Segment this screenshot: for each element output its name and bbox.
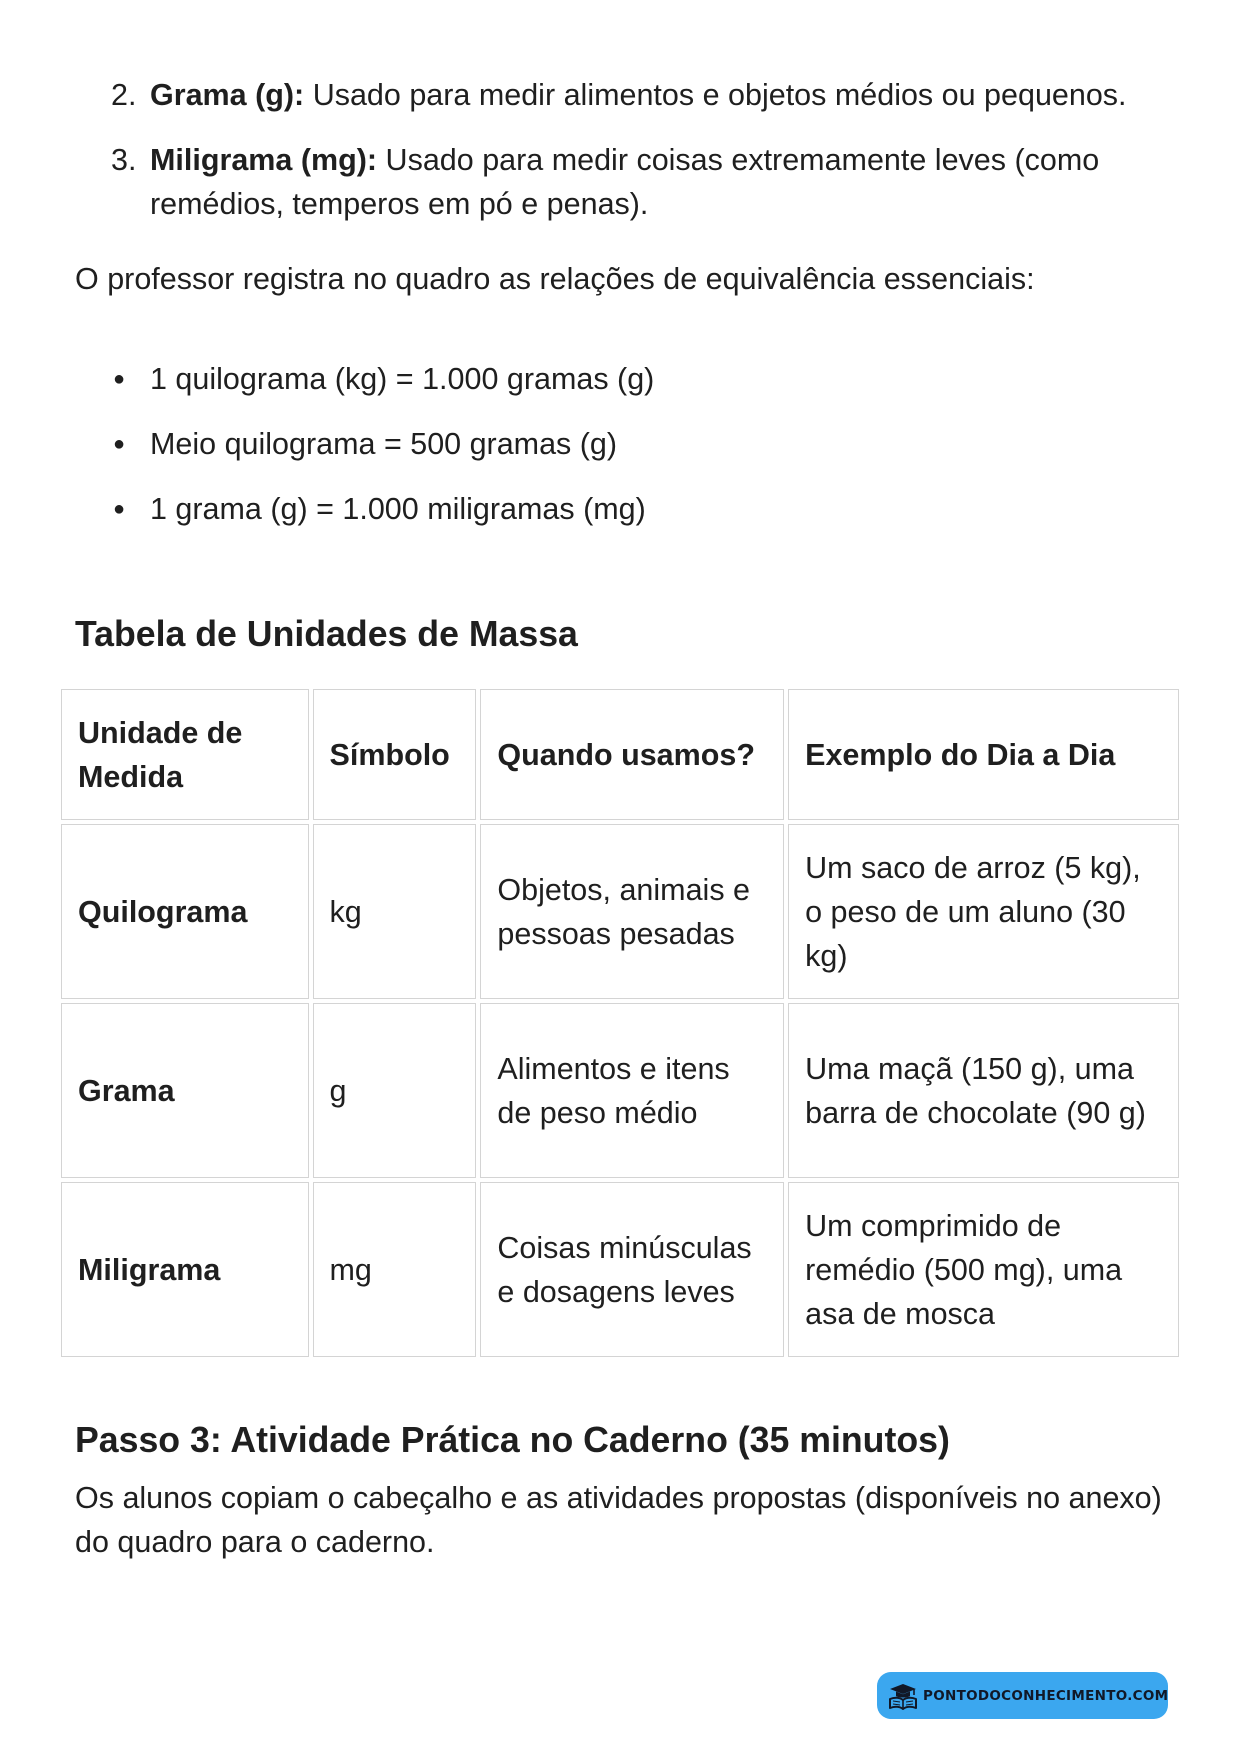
cell-symbol: mg (313, 1182, 477, 1357)
cell-unit: Miligrama (61, 1182, 309, 1357)
list-item (111, 422, 1111, 466)
table-row (61, 1003, 1179, 1178)
list-item (111, 73, 1131, 117)
intro-paragraph: O professor registra no quadro as relações de equivalência essenciais: (75, 262, 1035, 296)
cell-unit: Grama (61, 1003, 309, 1178)
equivalence-text: Meio quilograma = 500 gramas (g) (150, 427, 618, 461)
cell-example: Uma maçã (150 g), uma barra de chocolate (90 g) (788, 1003, 1179, 1178)
table-title: Tabela de Unidades de Massa (75, 614, 578, 654)
equivalence-text: 1 quilograma (kg) = 1.000 gramas (g) (150, 362, 655, 396)
list-item (111, 138, 1131, 226)
site-badge[interactable] (877, 1672, 1168, 1719)
cell-when: Alimentos e itens de peso médio (480, 1003, 784, 1178)
cell-symbol: g (313, 1003, 477, 1178)
bullet-icon: ● (113, 498, 126, 520)
header-example: Exemplo do Dia a Dia (788, 689, 1179, 820)
list-item-text (150, 73, 1131, 117)
graduation-book-icon (887, 1680, 919, 1712)
cell-unit: Quilograma (61, 824, 309, 999)
list-item-text (150, 138, 1131, 226)
cell-example: Um saco de arroz (5 kg), o peso de um aluno (30 kg) (788, 824, 1179, 999)
list-number: 2. (111, 78, 137, 112)
cell-when: Coisas minúsculas e dosagens leves (480, 1182, 784, 1357)
equivalence-text: 1 grama (g) = 1.000 miligramas (mg) (150, 492, 646, 526)
badge-text: PONTODOCONHECIMENTO.COM (923, 1687, 1169, 1704)
bullet-icon: ● (113, 368, 126, 390)
step-heading: Passo 3: Atividade Prática no Caderno (35 minutos) (75, 1420, 950, 1460)
list-item (111, 487, 1111, 531)
list-description: Usado para medir alimentos e objetos médios ou pequenos. (304, 78, 1127, 112)
list-item (111, 357, 1111, 401)
header-when: Quando usamos? (480, 689, 784, 820)
table-header-row (61, 689, 1179, 820)
cell-symbol: kg (313, 824, 477, 999)
list-term: Grama (g): (150, 78, 305, 112)
cell-when: Objetos, animais e pessoas pesadas (480, 824, 784, 999)
list-description: Usado para medir coisas extremamente leves (como remédios, temperos em pó e penas). (150, 143, 1100, 221)
bullet-icon: ● (113, 433, 126, 455)
table-row (61, 1182, 1179, 1357)
equivalence-list (111, 357, 1111, 552)
cell-example: Um comprimido de remédio (500 mg), uma asa de mosca (788, 1182, 1179, 1357)
list-term: Miligrama (mg): (150, 143, 378, 177)
unit-definition-list (111, 73, 1131, 247)
table-row (61, 824, 1179, 999)
step-paragraph: Os alunos copiam o cabeçalho e as atividades propostas (disponíveis no anexo) do quadro para o caderno. (75, 1481, 1162, 1559)
header-symbol: Símbolo (313, 689, 477, 820)
list-number: 3. (111, 143, 137, 177)
header-unit: Unidade de Medida (61, 689, 309, 820)
mass-units-table (57, 685, 1183, 1361)
